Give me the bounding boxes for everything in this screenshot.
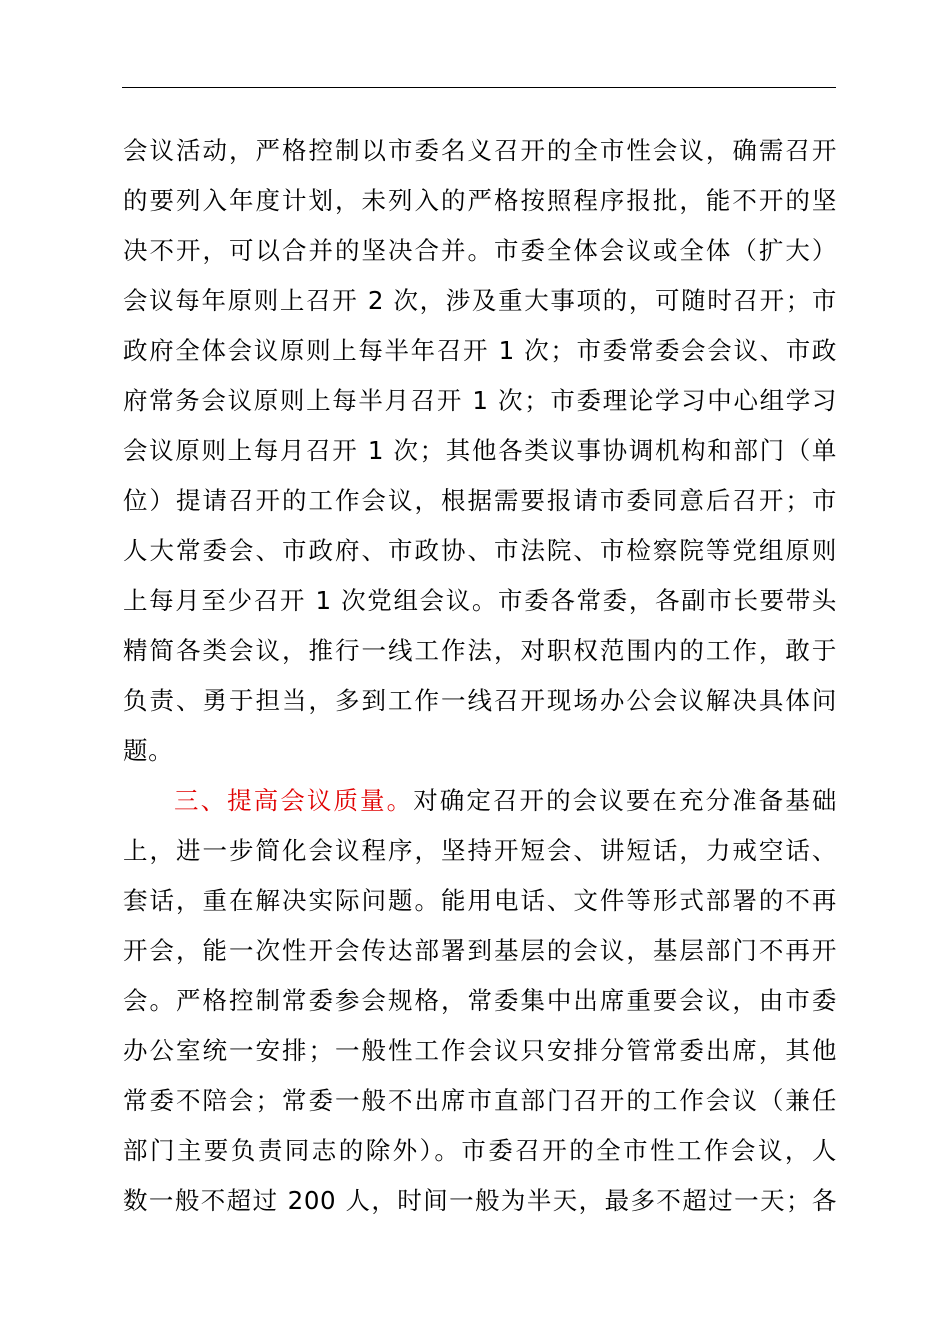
header-rule <box>122 87 836 88</box>
body-text-line: 政府全体会议原则上每半年召开 1 次；市委常委会会议、市政 <box>123 336 837 365</box>
body-text-line: 的要列入年度计划，未列入的严格按照程序报批，能不开的坚 <box>123 186 837 215</box>
section-heading: 三、提高会议质量。 <box>174 786 414 815</box>
body-text-line: 位）提请召开的工作会议，根据需要报请市委同意后召开；市 <box>123 486 837 515</box>
body-text-line: 府常务会议原则上每半月召开 1 次；市委理论学习中心组学习 <box>123 386 837 415</box>
body-text-line: 题。 <box>123 736 174 765</box>
body-text-line: 会议活动，严格控制以市委名义召开的全市性会议，确需召开 <box>123 136 837 165</box>
section-first-line <box>174 785 837 817</box>
body-text-line: 常委不陪会；常委一般不出席市直部门召开的工作会议（兼任 <box>123 1086 837 1115</box>
body-text-line: 上每月至少召开 1 次党组会议。市委各常委，各副市长要带头 <box>123 586 837 615</box>
body-text-line: 会议原则上每月召开 1 次；其他各类议事协调机构和部门（单 <box>123 436 837 465</box>
body-text-line: 会。严格控制常委参会规格，常委集中出席重要会议，由市委 <box>123 986 837 1015</box>
body-text-line: 套话，重在解决实际问题。能用电话、文件等形式部署的不再 <box>123 886 837 915</box>
body-text-segment: 对确定召开的会议要在充分准备基础 <box>413 786 837 815</box>
body-text-line: 负责、勇于担当，多到工作一线召开现场办公会议解决具体问 <box>123 686 837 715</box>
body-text-line: 开会，能一次性开会传达部署到基层的会议，基层部门不再开 <box>123 936 837 965</box>
body-text-line: 人大常委会、市政府、市政协、市法院、市检察院等党组原则 <box>123 536 837 565</box>
body-text-line: 精简各类会议，推行一线工作法，对职权范围内的工作，敢于 <box>123 636 837 665</box>
body-text-line: 办公室统一安排；一般性工作会议只安排分管常委出席，其他 <box>123 1036 837 1065</box>
body-text-line: 部门主要负责同志的除外）。市委召开的全市性工作会议，人 <box>123 1136 837 1165</box>
body-text-line: 决不开，可以合并的坚决合并。市委全体会议或全体（扩大） <box>123 236 837 265</box>
body-text-line: 数一般不超过 200 人，时间一般为半天，最多不超过一天；各 <box>123 1186 837 1215</box>
body-text-line: 上，进一步简化会议程序，坚持开短会、讲短话，力戒空话、 <box>123 836 837 865</box>
body-text-line: 会议每年原则上召开 2 次，涉及重大事项的，可随时召开；市 <box>123 286 837 315</box>
